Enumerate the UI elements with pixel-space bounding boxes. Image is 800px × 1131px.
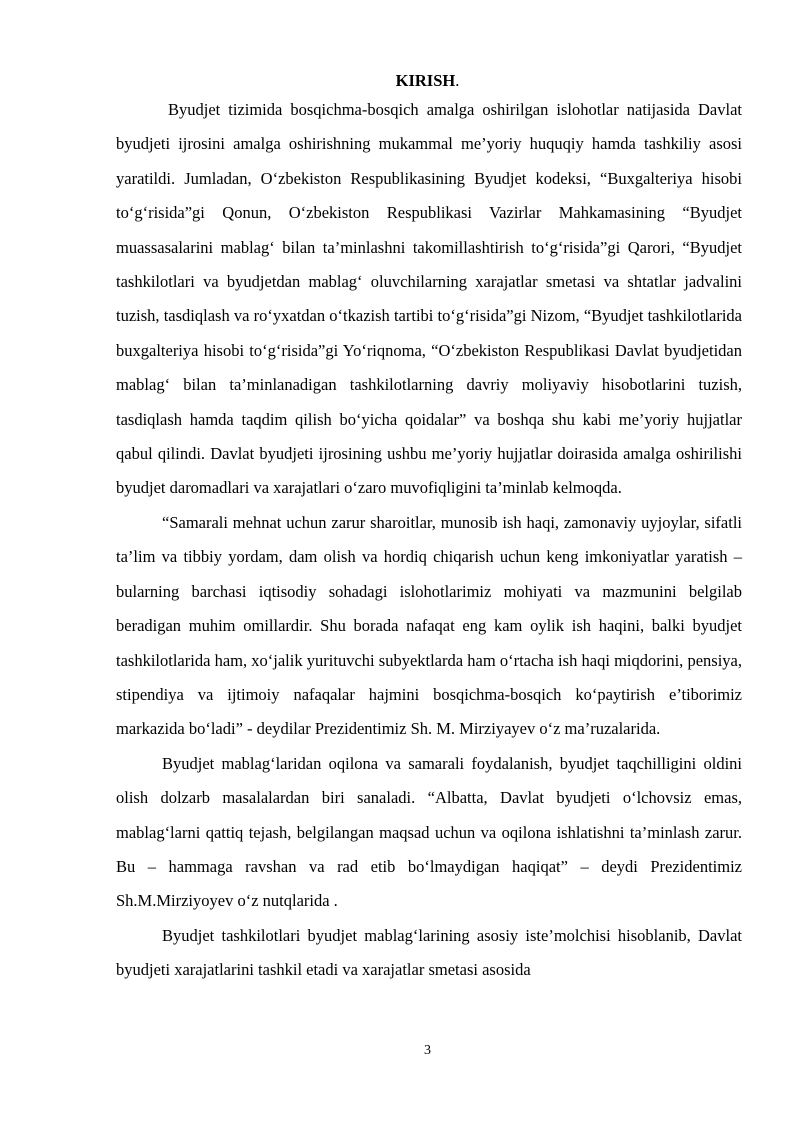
heading-punctuation: . [455, 71, 460, 90]
body-text [116, 93, 742, 988]
page-title [0, 66, 800, 96]
page-number: 3 [424, 1043, 431, 1058]
paragraph-1: Byudjet tizimida bosqichma-bosqich amalga oshirilgan islohotlar natijasida Davlat byudjeti ijrosini amalga oshirishning mukammal me’yoriy huquqiy hamda tashkiliy asosi yaratildi. Jumladan, O‘zbekiston Respublikasining Byudjet kodeksi, “Buxgalteriya hisobi to‘g‘risida”gi Qonun, O‘zbekiston Respublikasi Vazirlar Mahkamasining “Byudjet muassasalarini mablag‘ bilan ta’minlashni takomillashtirish to‘g‘risida”gi Qarori, “Byudjet tashkilotlari va byudjetdan mablag‘ oluvchilarning xarajatlar smetasi va shtatlar jadvalini tuzish, tasdiqlash va ro‘yxatdan o‘tkazish tartibi to‘g‘risida”gi Nizom, “Byudjet tashkilotlarida buxgalteriya hisobi to‘g‘risida”gi Yo‘riqnoma, “O‘zbekiston Respublikasi Davlat byudjetidan mablag‘ bilan ta’minlanadigan tashkilotlarning davriy moliyaviy hisobotlarini tuzish, tasdiqlash hamda taqdim qilish bo‘yicha qoidalar” va boshqa shu kabi me’yoriy hujjatlar qabul qilindi. Davlat byudjeti ijrosining ushbu me’yoriy hujjatlar doirasida amalga oshirilishi byudjet daromadlari va xarajatlari o‘zaro muvofiqligini ta’minlab kelmoqda. [116, 100, 742, 498]
paragraph-3: Byudjet mablag‘laridan oqilona va samarali foydalanish, byudjet taqchilligini oldini olish dolzarb masalalardan biri sanaladi. “Albatta, Davlat byudjeti o‘lchovsiz emas, mablag‘larni qattiq tejash, belgilangan maqsad uchun va oqilona ishlatishni ta’minlash zarur. Bu – hammaga ravshan va rad etib bo‘lmaydigan haqiqat” – deydi Prezidentimiz Sh.M.Mirziyoyev o‘z nutqlarida . [116, 753, 742, 911]
heading-text: KIRISH [395, 71, 456, 90]
paragraph-2: “Samarali mehnat uchun zarur sharoitlar, munosib ish haqi, zamonaviy uyjoylar, sifatli ta’lim va tibbiy yordam, dam olish va hordiq chiqarish uchun keng imkoniyatlar yaratish – bularning barchasi iqtisodiy sohadagi islohotlarimiz mohiyati va mazmunini belgilab beradigan muhim omillardir. Shu borada nafaqat eng kam oylik ish haqini, balki byudjet tashkilotlarida ham, xo‘jalik yurituvchi subyektlarda ham o‘rtacha ish haqi miqdorini, pensiya, stipendiya va ijtimoiy nafaqalar hajmini bosqichma-bosqich ko‘paytirish e’tiborimiz markazida bo‘ladi” - deydilar Prezidentimiz Sh. M. Mirziyayev o‘z ma’ruzalarida. [116, 512, 742, 739]
paragraph-4: Byudjet tashkilotlari byudjet mablag‘larining asosiy iste’molchisi hisoblanib, Davlat byudjeti xarajatlarini tashkil etadi va xarajatlar smetasi asosida [116, 925, 742, 980]
